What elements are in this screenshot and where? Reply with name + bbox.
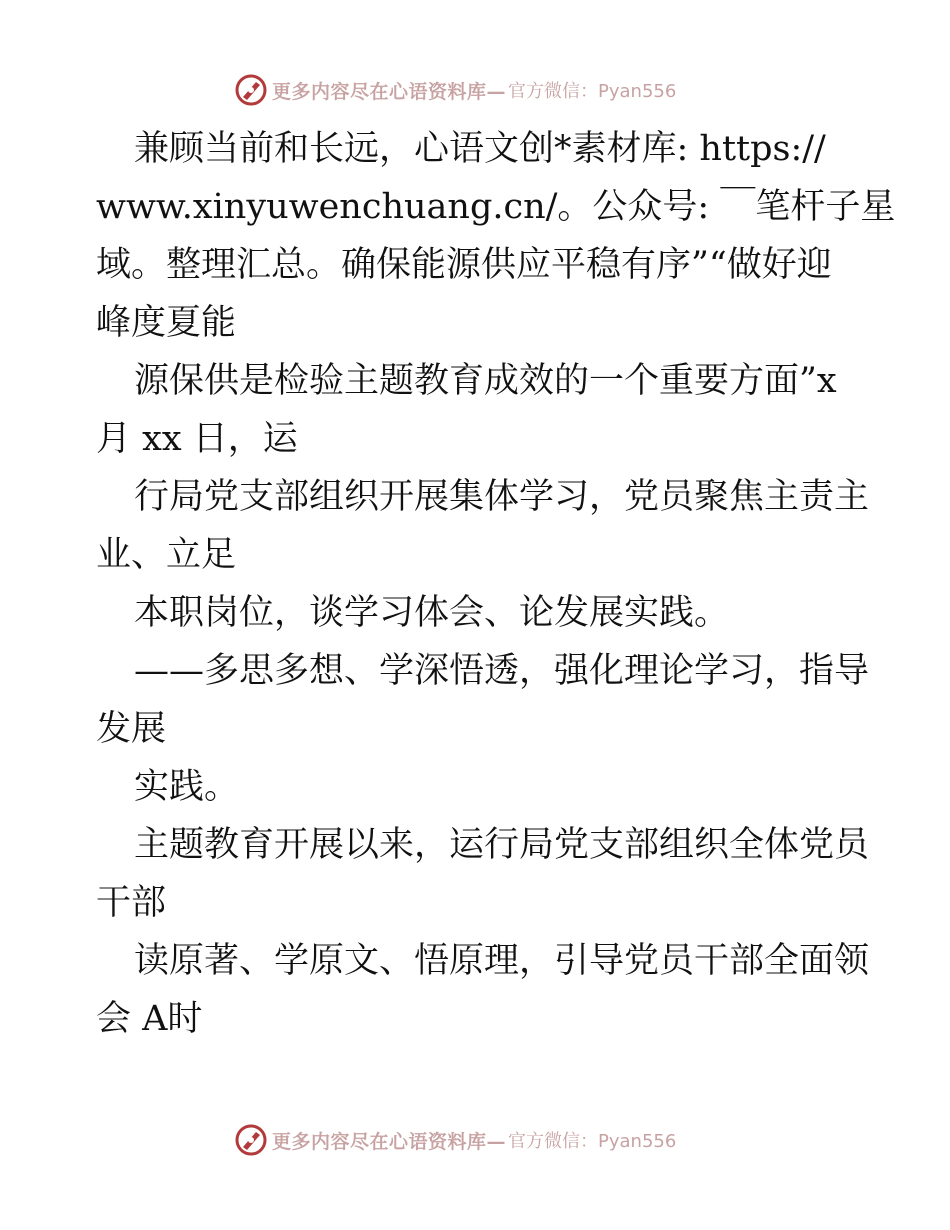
banner-wechat: 官方微信：Pyan556 (508, 81, 677, 102)
text-line: 本职岗位，谈学习体会、论发展实践。 (134, 593, 730, 633)
text-line: www.xinyuwenchuang.cn/。公众号: ￣笔杆子星 (96, 187, 896, 227)
text-line: ——多思多想、学深悟透，强化理论学习，指导 (134, 651, 870, 691)
text-line: 域。整理汇总。确保能源供应平稳有序”“做好迎 (96, 245, 832, 285)
text-line: 干部 (96, 883, 167, 923)
text-line: 实践。 (134, 767, 240, 807)
text-line: 峰度夏能 (96, 303, 237, 343)
text-line: 业、立足 (96, 535, 237, 575)
text-line: 会 A时 (96, 999, 203, 1039)
header-banner (234, 70, 676, 110)
text-line: 兼顾当前和长远，心语文创*素材库: https:// (134, 129, 826, 169)
text-line: 发展 (96, 709, 167, 749)
pen-logo-icon (234, 73, 268, 107)
text-line: 源保供是检验主题教育成效的一个重要方面”x (134, 361, 837, 401)
footer-banner (234, 1120, 676, 1160)
banner-title: 更多内容尽在心语资料库— (272, 80, 507, 103)
text-line: 行局党支部组织开展集体学习，党员聚焦主责主 (134, 477, 870, 517)
text-line: 读原著、学原文、悟原理，引导党员干部全面领 (134, 941, 870, 981)
document-body (96, 120, 896, 1048)
banner-wechat: 官方微信：Pyan556 (508, 1131, 677, 1152)
pen-logo-icon (234, 1123, 268, 1157)
text-line: 月 xx 日，运 (96, 419, 298, 459)
banner-title: 更多内容尽在心语资料库— (272, 1130, 507, 1153)
text-line: 主题教育开展以来，运行局党支部组织全体党员 (134, 825, 870, 865)
